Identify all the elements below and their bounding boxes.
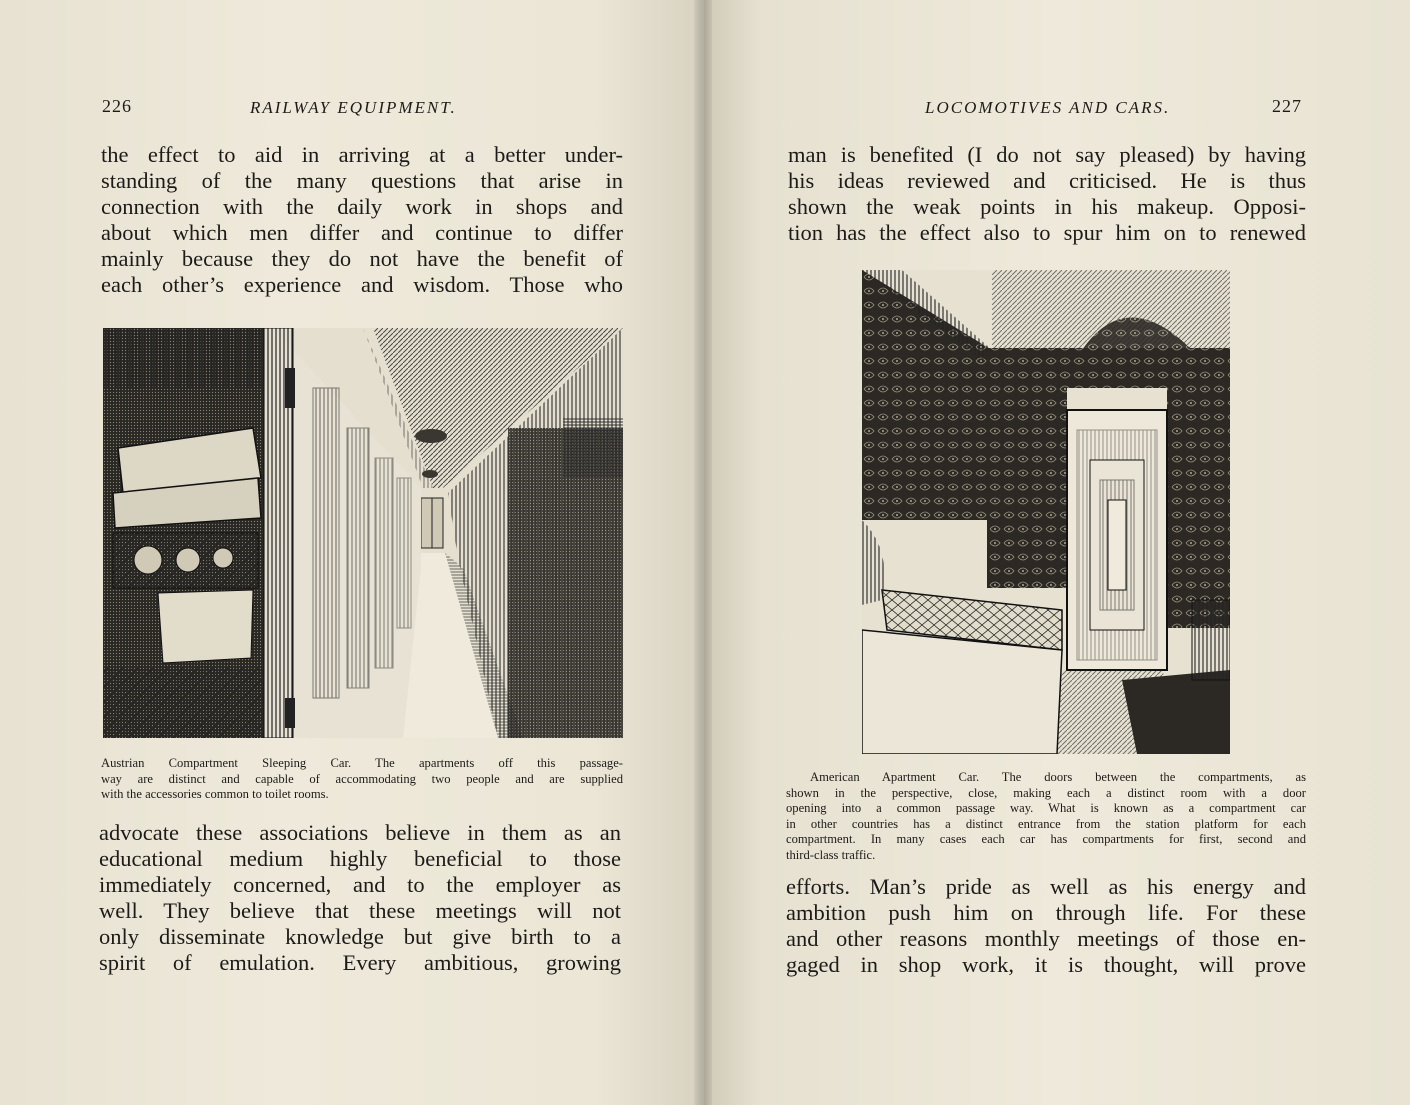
american-apartment-car-illustration: [862, 270, 1230, 754]
left-figure-caption: [101, 756, 623, 803]
page-number-left: 226: [102, 96, 132, 116]
text-line: ambition push him on through life. For these: [786, 900, 1306, 925]
left-top-paragraph: [101, 142, 623, 298]
caption-line: shown in the perspective, close, making each a distinct room with a door: [786, 785, 1306, 800]
text-line: well. They believe that these meetings will not: [99, 898, 621, 923]
text-line: standing of the many questions that arise in: [101, 168, 623, 193]
caption-line: American Apartment Car. The doors between the compartments, as: [810, 770, 1306, 784]
text-line: educational medium highly beneficial to those: [99, 846, 621, 871]
caption-line: third-class traffic.: [786, 847, 876, 862]
caption-line: compartment. In many cases each car has compartments for first, second and: [786, 832, 1306, 846]
caption-line: Austrian Compartment Sleeping Car. The apartments off this passage-: [101, 756, 623, 770]
text-line: mainly because they do not have the benefit of: [101, 246, 623, 271]
book-gutter: [694, 0, 712, 1105]
text-line: shown the weak points in his makeup. Opposi-: [788, 194, 1306, 219]
caption-line: opening into a common passage way. What is known as a compartment car: [786, 801, 1306, 815]
right-figure-caption: [786, 770, 1306, 863]
caption-line: with the accessories common to toilet rooms.: [101, 787, 329, 801]
right-bottom-paragraph: [786, 874, 1306, 978]
text-line: each other’s experience and wisdom. Those who: [101, 272, 623, 297]
text-line: only disseminate knowledge but give birth to a: [99, 924, 621, 949]
running-title-right: LOCOMOTIVES AND CARS.: [925, 98, 1171, 117]
text-line: about which men differ and continue to differ: [101, 220, 623, 245]
text-line: gaged in shop work, it is thought, will prove: [786, 952, 1306, 977]
text-line: tion has the effect also to spur him on to renewed: [788, 220, 1306, 245]
right-top-paragraph: [788, 142, 1306, 246]
page-number-right: 227: [1272, 96, 1302, 116]
text-line: his ideas reviewed and criticised. He is thus: [788, 168, 1306, 193]
text-line: connection with the daily work in shops and: [101, 194, 623, 219]
caption-line: in other countries has a distinct entrance from the station platform for each: [786, 816, 1306, 831]
austrian-sleeping-car-illustration: [103, 328, 623, 738]
text-line: spirit of emulation. Every ambitious, growing: [99, 950, 621, 975]
text-line: advocate these associations believe in them as an: [99, 820, 621, 845]
left-bottom-paragraph: [99, 820, 621, 976]
text-line: man is benefited (I do not say pleased) by having: [788, 142, 1306, 167]
text-line: the effect to aid in arriving at a better under-: [101, 142, 623, 167]
text-line: efforts. Man’s pride as well as his energy and: [786, 874, 1306, 899]
caption-line: way are distinct and capable of accommodating two people and are supplied: [101, 771, 623, 786]
text-line: and other reasons monthly meetings of those en-: [786, 926, 1306, 951]
text-line: immediately concerned, and to the employer as: [99, 872, 621, 897]
running-title-left: RAILWAY EQUIPMENT.: [250, 98, 457, 117]
